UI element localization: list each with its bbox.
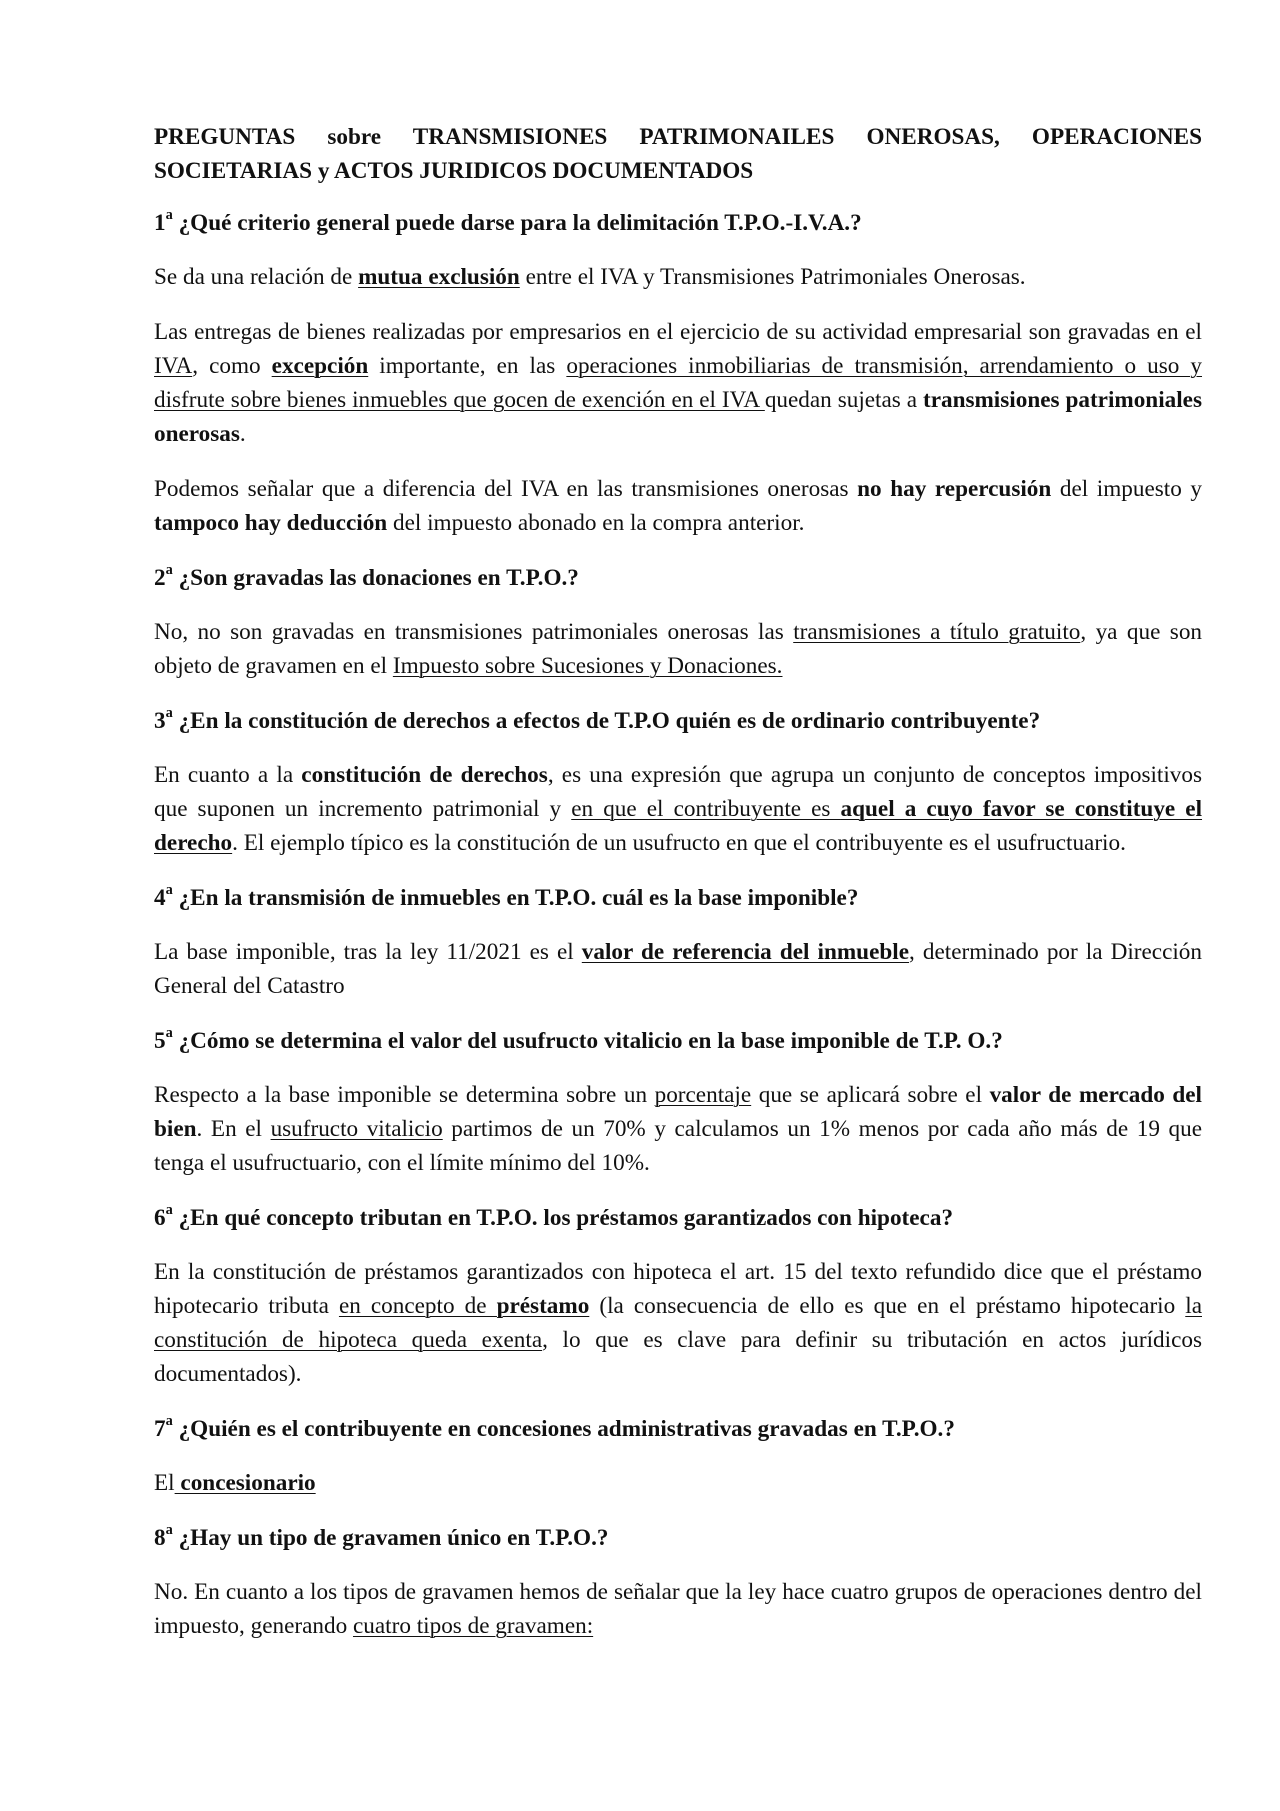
document-title: PREGUNTAS sobre TRANSMISIONES PATRIMONAILES ONEROSAS, OPERACIONES SOCIETARIAS y ACTOS JURIDICOS DOCUMENTADOS xyxy=(154,124,1202,184)
answer-4-1: La base imponible, tras la ley 11/2021 es el valor de referencia del inmueble, determinado por la Dirección General del Catastro xyxy=(154,939,1202,999)
question-2: 2$^a$ ¿Son gravadas las donaciones en T.P.O.? xyxy=(154,562,579,591)
question-8: 8$^a$ ¿Hay un tipo de gravamen único en T.P.O.? xyxy=(154,1522,609,1551)
answer-1-1: Se da una relación de mutua exclusión entre el IVA y Transmisiones Patrimoniales Onerosas. xyxy=(154,264,1026,290)
answer-3-1: En cuanto a la constitución de derechos, es una expresión que agrupa un conjunto de conceptos impositivos que suponen un incremento patrimonial y en que el contribuyente es aquel a cuyo favor se constituye el derecho. El ejemplo típico es la constitución de un usufructo en que el contribuyente es el usufructuario. xyxy=(154,762,1203,856)
question-4: 4$^a$ ¿En la transmisión de inmuebles en T.P.O. cuál es la base imponible? xyxy=(154,882,859,911)
answer-1-2: Las entregas de bienes realizadas por empresarios en el ejercicio de su actividad empresarial son gravadas en el IVA, como excepción importante, en las operaciones inmobiliarias de transmisión, arrendamiento o uso y disfrute sobre bienes inmuebles que gocen de exención en el IVA quedan sujetas a transmisiones patrimoniales onerosas. xyxy=(154,319,1203,447)
answer-6-1: En la constitución de préstamos garantizados con hipoteca el art. 15 del texto refundido dice que el préstamo hipotecario tributa en concepto de préstamo (la consecuencia de ello es que en el préstamo hipotecario la constitución de hipoteca queda exenta, lo que es clave para definir su tributación en actos jurídicos documentados). xyxy=(154,1259,1202,1387)
question-6: 6$^a$ ¿En qué concepto tributan en T.P.O. los préstamos garantizados con hipoteca? xyxy=(154,1202,954,1231)
answer-8-1: No. En cuanto a los tipos de gravamen hemos de señalar que la ley hace cuatro grupos de operaciones dentro del impuesto, generando cuatro tipos de gravamen: xyxy=(154,1579,1202,1639)
question-1: 1$^a$ ¿Qué criterio general puede darse para la delimitación T.P.O.-I.V.A.? xyxy=(154,207,862,236)
document-page xyxy=(154,120,1202,1664)
question-3: 3$^a$ ¿En la constitución de derechos a efectos de T.P.O quién es de ordinario contribuyente? xyxy=(154,705,1041,734)
question-5: 5$^a$ ¿Cómo se determina el valor del usufructo vitalicio en la base imponible de T.P. O.? xyxy=(154,1025,1003,1054)
answer-7-1: El concesionario xyxy=(154,1470,316,1496)
question-7: 7$^a$ ¿Quién es el contribuyente en concesiones administrativas gravadas en T.P.O.? xyxy=(154,1413,955,1442)
answer-1-3: Podemos señalar que a diferencia del IVA en las transmisiones onerosas no hay repercusión del impuesto y tampoco hay deducción del impuesto abonado en la compra anterior. xyxy=(154,476,1202,536)
answer-5-1: Respecto a la base imponible se determina sobre un porcentaje que se aplicará sobre el valor de mercado del bien. En el usufructo vitalicio partimos de un 70% y calculamos un 1% menos por cada año más de 19 que tenga el usufructuario, con el límite mínimo del 10%. xyxy=(154,1082,1202,1176)
answer-2-1: No, no son gravadas en transmisiones patrimoniales onerosas las transmisiones a título gratuito, ya que son objeto de gravamen en el Impuesto sobre Sucesiones y Donaciones. xyxy=(154,619,1203,679)
